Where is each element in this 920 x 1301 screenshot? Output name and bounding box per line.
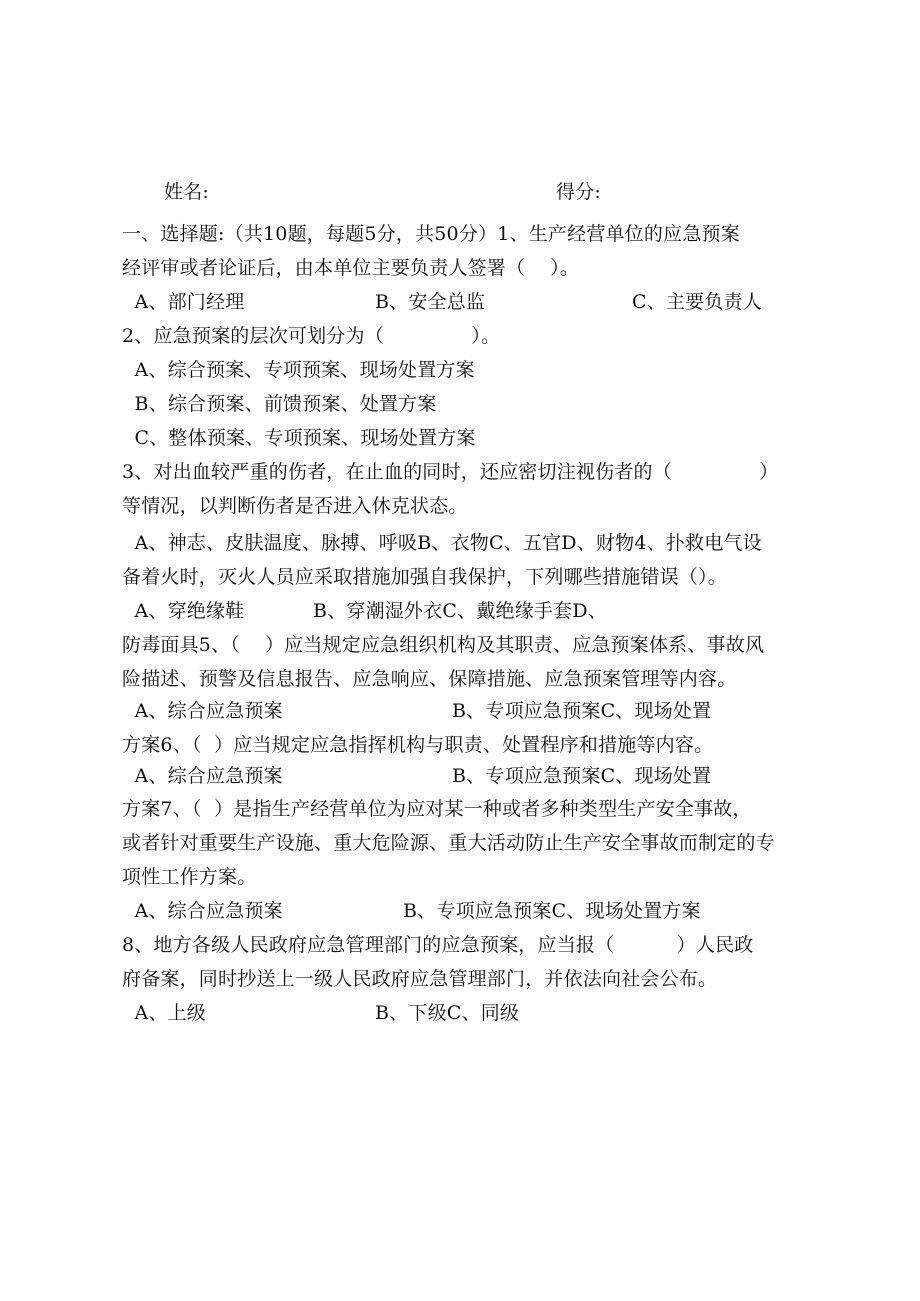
question-text: 3、对出血较严重的伤者，在止血的同时，还应密切注视伤者的（ ） [122,461,779,483]
option-b: B、安全总监 [375,291,486,313]
option-a: A、上级 [122,1002,207,1024]
option-a: A、综合应急预案 [122,700,283,722]
question-text: 方案7、（ ）是指生产经营单位为应对某一种或者多种类型生产安全事故， [122,798,752,820]
option-a: A、部门经理 [122,291,245,313]
option-a: A、综合应急预案 [122,900,283,922]
option-a: A、综合应急预案 [122,765,283,787]
name-label: 姓名: [164,181,210,203]
option-c: C、整体预案、专项预案、现场处置方案 [122,427,476,449]
question-text: 2、应急预案的层次可划分为（ ）。 [122,325,501,347]
options-line: A、神志、皮肤温度、脉搏、呼吸B、衣物C、五官D、财物4、扑救电气设 [122,532,762,554]
question-text: 防毒面具5、（ ）应当规定应急组织机构及其职责、应急预案体系、事故风 [122,634,765,656]
question-text: 府备案，同时抄送上一级人民政府应急管理部门，并依法向社会公布。 [122,968,718,990]
question-text: 项性工作方案。 [122,866,257,888]
option-b: B、综合预案、前馈预案、处置方案 [122,393,437,415]
question-text: 等情况，以判断伤者是否进入休克状态。 [122,495,468,517]
option-bc: B、专项应急预案C、现场处置 [452,700,712,722]
option-bc: B、专项应急预案C、现场处置 [452,765,712,787]
options-line: A、穿绝缘鞋 B、穿潮湿外衣C、戴绝缘手套D、 [122,600,607,622]
question-text: 或者针对重要生产设施、重大危险源、重大活动防止生产安全事故而制定的专 [122,832,775,854]
question-section-heading: 一、选择题:（共10题，每题5分，共50分）1、生产经营单位的应急预案 [122,223,740,245]
option-c: C、主要负责人 [632,291,762,313]
question-text: 方案6、（ ）应当规定应急指挥机构与职责、处置程序和措施等内容。 [122,734,714,756]
option-bc: B、下级C、同级 [375,1002,520,1024]
question-text: 备着火时，灭火人员应采取措施加强自我保护，下列哪些措施错误（）。 [122,566,727,588]
question-text: 险描述、预警及信息报告、应急响应、保障措施、应急预案管理等内容。 [122,668,737,690]
question-text: 经评审或者论证后，由本单位主要负责人签署（ ）。 [122,257,580,279]
score-label: 得分: [556,181,602,203]
option-a: A、综合预案、专项预案、现场处置方案 [122,359,475,381]
question-text: 8、地方各级人民政府应急管理部门的应急预案，应当报（ ）人民政 [122,934,754,956]
option-bc: B、专项应急预案C、现场处置方案 [403,900,701,922]
